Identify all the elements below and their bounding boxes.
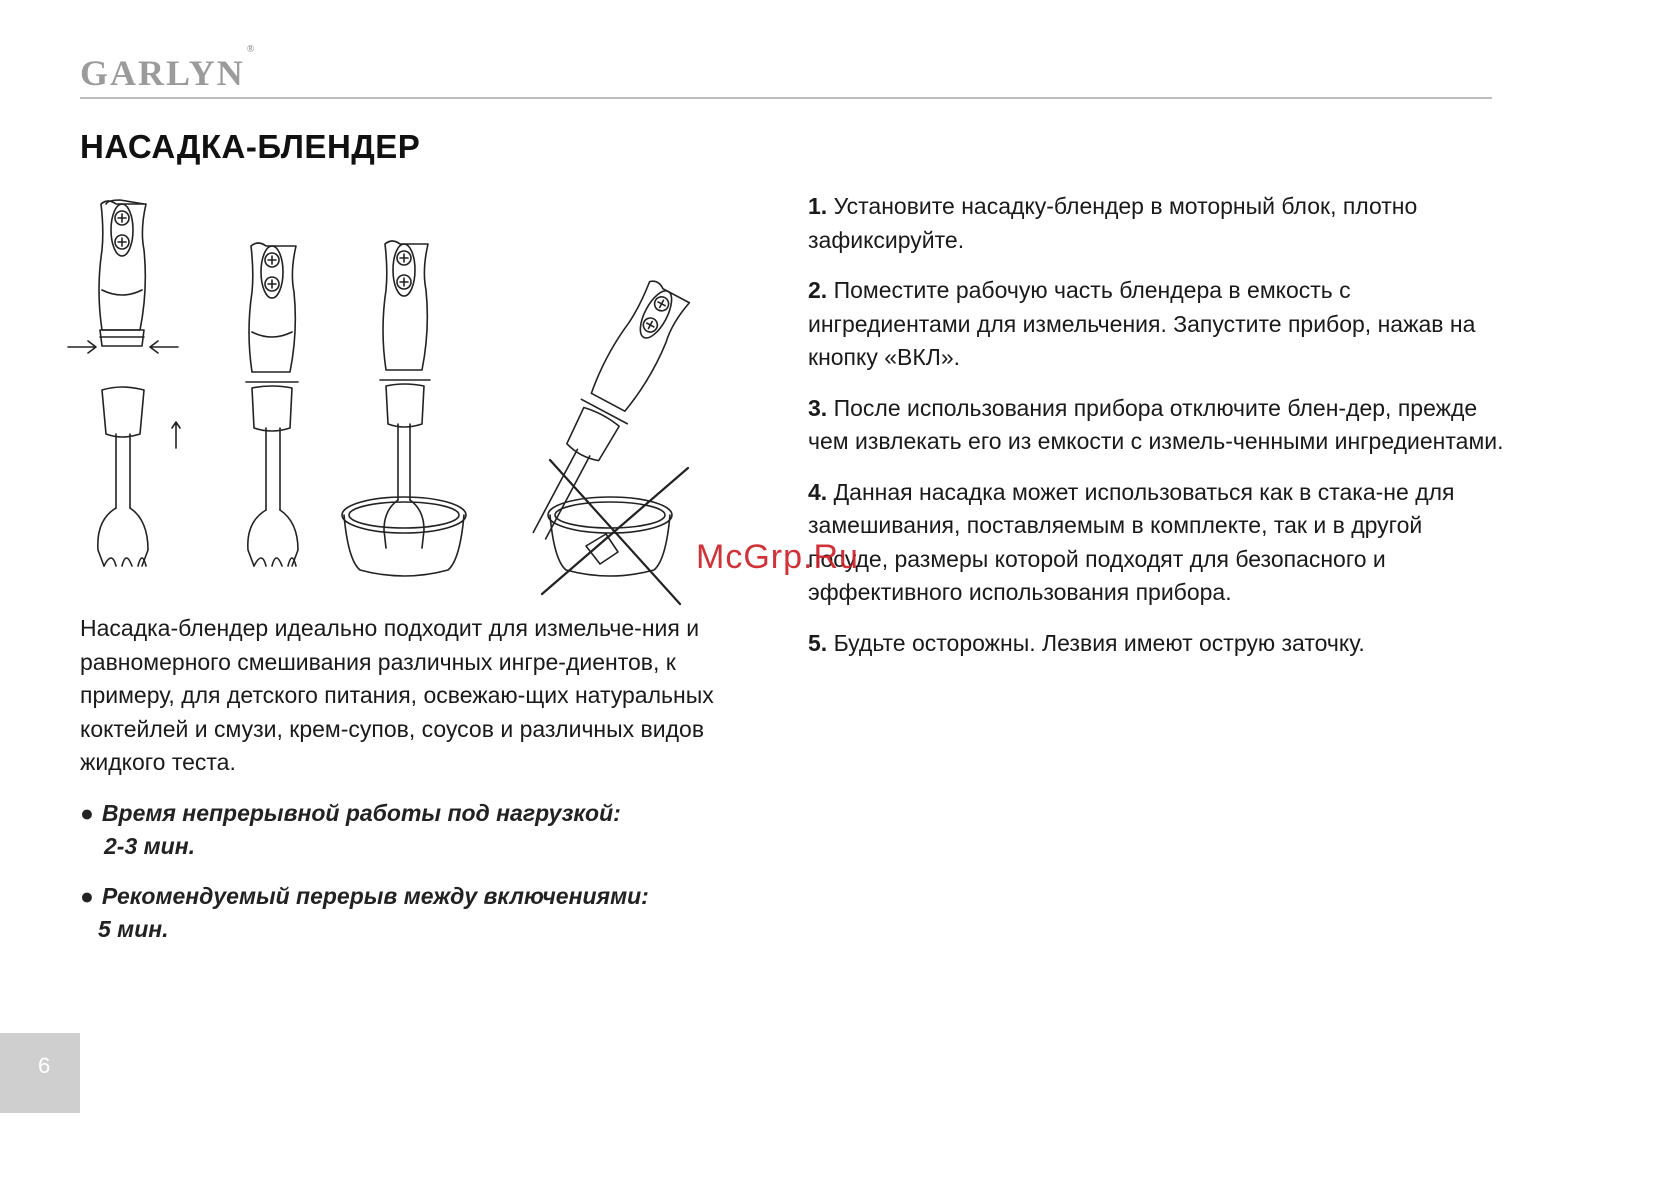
instructions-list [808,190,1508,677]
page-title: НАСАДКА-БЛЕНДЕР [80,128,421,165]
brand-name: GARLYN [80,53,245,93]
instruction-step [808,190,1508,257]
step-text: Поместите рабочую часть блендера в емкость с ингредиентами для измельчения. Запустите прибор, нажав на кнопку «ВКЛ». [808,277,1476,370]
instruction-step [808,274,1508,375]
blender-assembly-illustration [60,190,780,610]
header-divider [80,97,1492,99]
blender-assembled-figure [246,243,298,566]
note-recommended-break [80,880,770,946]
note-value: 5 мин. [98,916,169,942]
step-number: 4. [808,478,828,505]
note-continuous-work [80,797,770,863]
instruction-step [808,476,1508,610]
note-label: Рекомендуемый перерыв между включениями: [101,883,649,909]
instruction-step [808,627,1508,661]
step-number: 5. [808,629,828,656]
registered-mark: ® [246,44,257,55]
brand-logo [80,44,257,94]
step-text: Данная насадка может использоваться как в стака-не для замешивания, поставляемым в комплекте, так и в другой посуде, размеры которой подходят для безопасного и эффективного использования прибора. [808,478,1455,605]
step-number: 2. [808,277,828,303]
blender-disassembled-figure [68,200,180,566]
blender-in-bowl-figure [342,241,466,576]
step-text: Установите насадку-блендер в моторный блок, плотно зафиксируйте. [808,193,1418,253]
instruction-step [808,392,1508,459]
page-number-box [0,1033,80,1113]
step-number: 3. [808,394,828,421]
note-value: 2-3 мин. [104,833,195,859]
step-text: Будьте осторожны. Лезвия имеют острую заточку. [833,629,1365,656]
cross-mark [542,460,688,604]
bullet-dot: ● [80,800,94,826]
step-number: 1. [808,193,828,219]
intro-paragraph: Насадка-блендер идеально подходит для измельче-ния и равномерного смешивания различных ингре-диентов, к примеру, для детского питания, освежаю-щих натуральных коктейлей и смузи, крем-супов, соусов и различных видов жидкого теста. [80,615,714,775]
page-number: 6 [38,1053,51,1078]
watermark: McGrp.Ru [696,538,859,576]
step-text: После использования прибора отключите блен-дер, прежде чем извлекать его из емкости с измель-ченными ингредиентами. [808,394,1504,454]
bullet-dot: ● [80,883,94,909]
note-label: Время непрерывной работы под нагрузкой: [101,800,621,826]
